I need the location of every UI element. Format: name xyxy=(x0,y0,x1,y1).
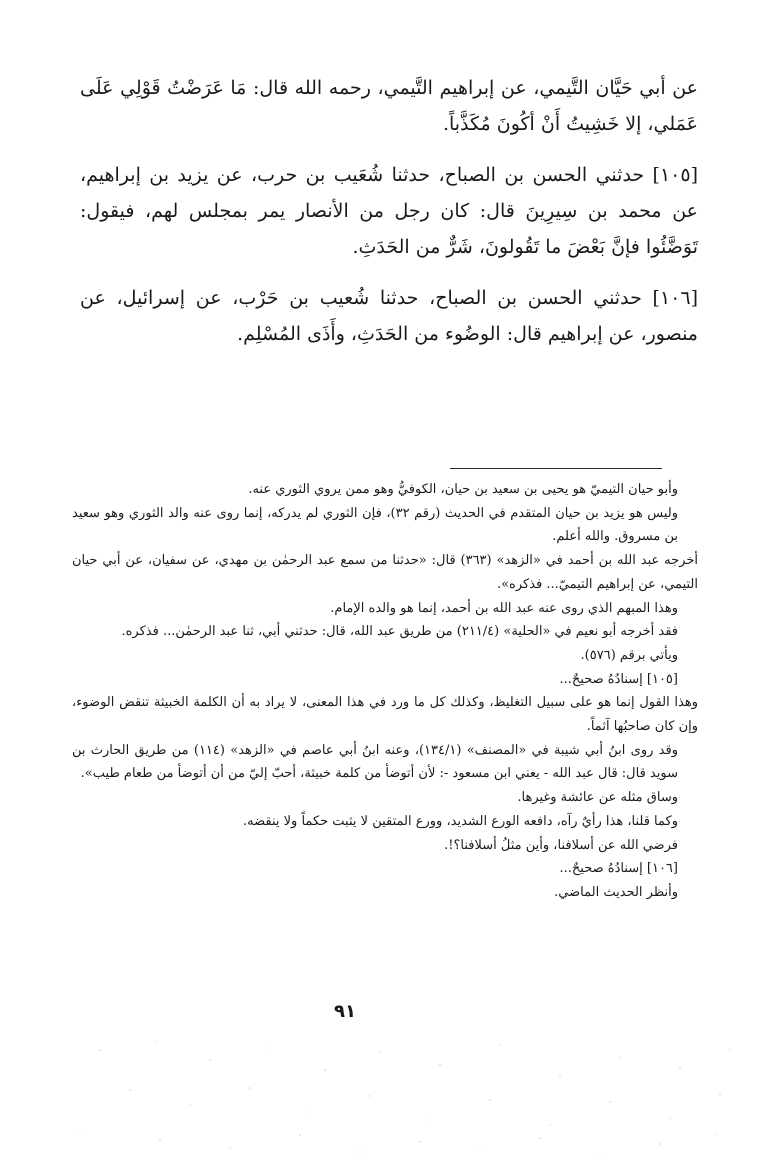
main-paragraph-105: [١٠٥] حدثني الحسن بن الصباح، حدثنا شُعَيب بن حرب، عن يزيد بن إبراهيم، عن محمد بن سِيرِينَ قال: كان رجل من الأنصار يمر بمجلس لهم، فيقول: تَوَضَّئُوا فإنَّ بَعْضَ ما تَقُولونَ، شَرٌّ من الحَدَثِ. xyxy=(80,164,698,258)
footnote-line: وأبو حيان التيميّ هو يحيى بن سعيد بن حيان، الكوفيُّ وهو ممن يروي الثوري عنه. xyxy=(248,482,678,497)
footnote-line: وليس هو يزيد بن حيان المتقدم في الحديث (رقم ٣٢)، فإن الثوري لم يدركه، إنما روى عنه والد الثوري وهو سعيد بن مسروق. والله أعلم. xyxy=(72,505,678,545)
footnote-line: [١٠٥] إسنادُهُ صحيحٌ... xyxy=(559,671,678,687)
footnote-line: فقد أخرجه أبو نعيم في «الحلية» (٢١١/٤) من طريق عبد الله، قال: حدثني أبي، ثنا عبد الرحمٰن... فذكره. xyxy=(121,624,678,640)
footnote-separator xyxy=(450,468,662,469)
footnote-line: وكما قلنا، هذا رأيٌ رآه، دافعه الورع الشديد، وورع المتقين لا يثبت حكماً ولا ينقضه. xyxy=(243,813,678,829)
main-paragraph-106: [١٠٦] حدثني الحسن بن الصباح، حدثنا شُعيب بن حَرْب، عن إسرائيل، عن منصور، عن إبراهيم قال: الوضُوء من الحَدَثِ، وأَذَى المُسْلِم. xyxy=(80,287,698,345)
main-text xyxy=(80,70,698,367)
footnote-line: وساق مثله عن عائشة وغيرها. xyxy=(517,790,678,806)
footnote-line: [١٠٦] إسنادُهُ صحيحٌ... xyxy=(559,861,678,877)
footnote-line: وهذا المبهم الذي روى عنه عبد الله بن أحمد، إنما هو والده الإمام. xyxy=(330,600,678,616)
footnote-line: وهذا القول إنما هو على سبيل التغليظ، وكذلك كل ما ورد في هذا المعنى، لا يراد به أن الكلمة الخبيثة تنقض الوضوء، وإن كان صاحبُها آثماً. xyxy=(72,695,698,735)
main-paragraph-1: عن أبي حَيَّان التَّيمي، عن إبراهيم التَّيمي، رحمه الله قال: مَا عَرَضْتُ قَوْلِي عَلَى عَمَلي، إلا خَشِيتُ أَنْ أكُونَ مُكَذَّباً. xyxy=(80,77,698,135)
footnote-line: وقد روى ابنُ أبي شيبة في «المصنف» (١٣٤/١)، وعنه ابنُ أبي عاصم في «الزهد» (١١٤) من طريق الحارث بن سويد قال: قال عبد الله - يعني ابن مسعود -: لأن أتوضأ من كلمة خبيثة، أحبّ إليّ من أن أتوضأ من طعام طيب». xyxy=(72,742,678,782)
footnotes xyxy=(72,478,698,905)
footnote-line: وأنظر الحديث الماضي. xyxy=(554,884,678,900)
footnote-line: أخرجه عبد الله بن أحمد في «الزهد» (٣٦٣) قال: «حدثنا من سمع عبد الرحمٰن بن مهدي، عن سفيان، عن أبي حيان التيمي، عن إبراهيم التيميّ... فذكره». xyxy=(72,553,698,592)
page-number: ٩١ xyxy=(334,1001,356,1022)
footnote-line: ويأتي برقم (٥٧٦). xyxy=(580,647,678,663)
footnote-line: فرضي الله عن أسلافنا، وأين مثلُ أسلافنا؟!. xyxy=(444,837,678,853)
scan-noise xyxy=(60,1030,750,1160)
